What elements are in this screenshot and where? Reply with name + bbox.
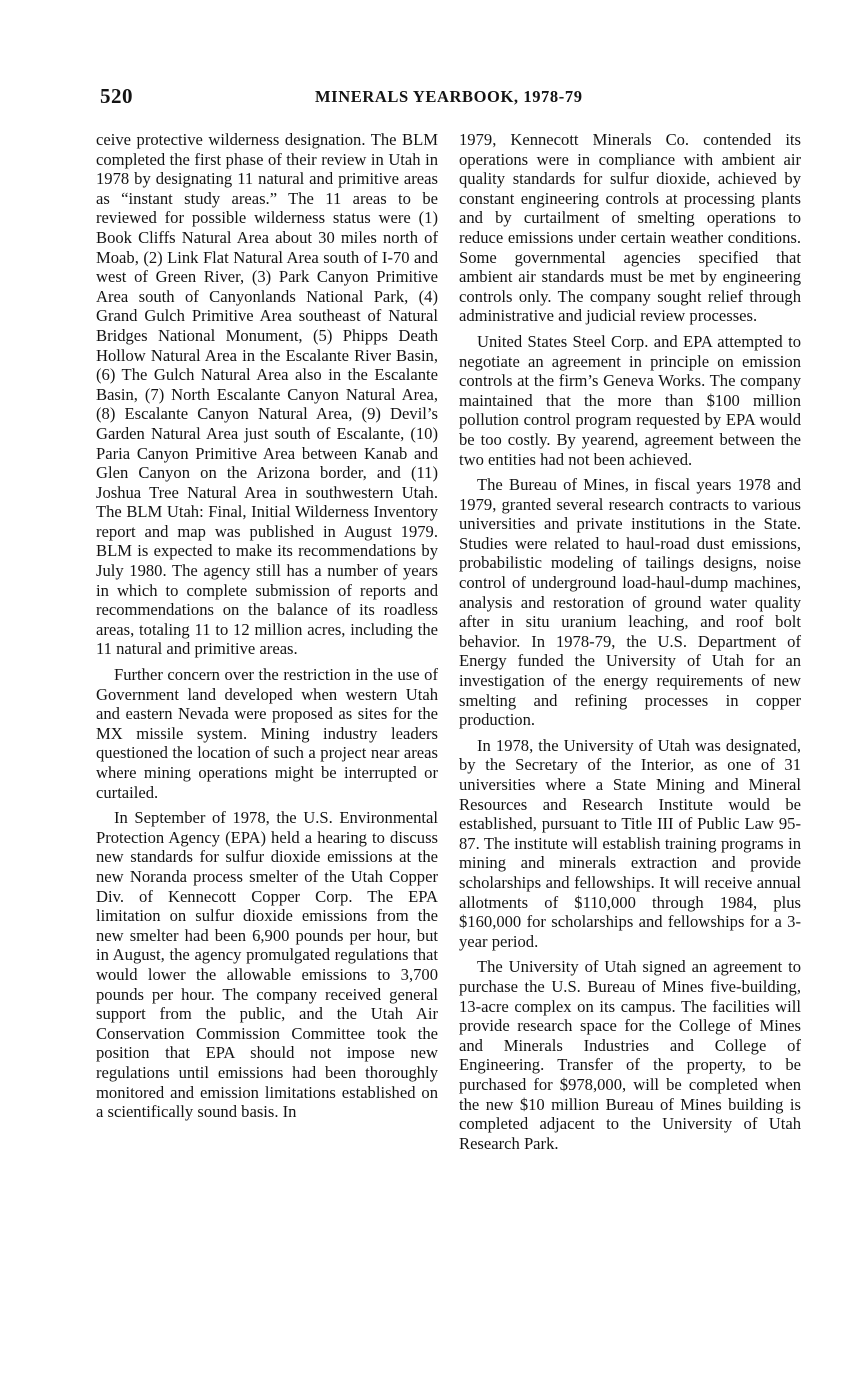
paragraph-continued-wilderness: ceive protective wilderness designation. The BLM completed the first phase of their review in Utah in 1978 by designating 11 natural and primitive areas as “instant study areas.” The 11 areas to be reviewed for possible wilderness status were (1) Book Cliffs Natural Area about 30 miles north of Moab, (2) Link Flat Natural Area south of I-70 and west of Green River, (3) Park Canyon Primitive Area south of Canyonlands National Park, (4) Grand Gulch Primitive Area southeast of Natural Bridges National Monument, (5) Phipps Death Hollow Natural Area in the Escalante River Basin, (6) The Gulch Natural Area also in the Escalante Basin, (7) North Escalante Canyon Natural Area, (8) Escalante Canyon Natural Area, (9) Devil’s Garden Natural Area just south of Escalante, (10) Paria Canyon Primitive Area between Kanab and Glen Canyon on the Arizona border, and (11) Joshua Tree Natural Area in southwestern Utah. The BLM Utah: Final, Initial Wilderness Inventory report and map was published in August 1979. BLM is expected to make its recommendations by July 1980. The agency still has a number of years in which to complete submission of reports and recommendations on the balance of its roadless areas, totaling 11 to 12 million acres, including the 11 natural and primitive areas. [96,130,438,659]
paragraph-kennecott: 1979, Kennecott Minerals Co. contended its operations were in compliance with ambient air quality standards for sulfur dioxide, achieved by constant engineering controls at processing plants and by curtailment of smelting operations to reduce emissions under certain weather conditions. Some governmental agencies specified that ambient air standards must be met by engineering controls only. The company sought relief through administrative and judicial review processes. [459,130,801,326]
paragraph-university-purchase: The University of Utah signed an agreement to purchase the U.S. Bureau of Mines five-building, 13-acre complex on its campus. The facilities will provide research space for the College of Mines and Minerals Industries and College of Engineering. Transfer of the property, to be purchased for $978,000, will be completed when the new $10 million Bureau of Mines building is completed adjacent to the University of Utah Research Park. [459,957,801,1153]
paragraph-bureau-of-mines-research: The Bureau of Mines, in fiscal years 1978 and 1979, granted several research contracts to various universities and private institutions in the State. Studies were related to haul-road dust emissions, probabilistic modeling of tailings designs, noise control of underground load-haul-dump machines, analysis and restoration of ground water quality after in situ uranium leaching, and roof bolt behavior. In 1978-79, the U.S. Department of Energy funded the University of Utah for an investigation of the energy requirements of new smelting and refining processes in copper production. [459,475,801,730]
paragraph-us-steel: United States Steel Corp. and EPA attempted to negotiate an agreement in principle on emission controls at the firm’s Geneva Works. The company maintained that the more than $100 million pollution control program requested by EPA would be too costly. By yearend, agreement between the two entities had not been achieved. [459,331,801,469]
paragraph-university-institute: In 1978, the University of Utah was designated, by the Secretary of the Interior, as one of 31 universities where a State Mining and Mineral Resources and Research Institute would be established, pursuant to Title III of Public Law 95-87. The institute will establish training programs in mining and minerals extraction and provide scholarships and fellowships. It will receive annual allotments of $110,000 through 1984, plus $160,000 for scholarships and fellowships for a 3-year period. [459,735,801,951]
paragraph-mx-missile: Further concern over the restriction in the use of Government land developed when western Utah and eastern Nevada were proposed as sites for the MX missile system. Mining industry leaders questioned the location of such a project near areas where mining operations might be interrupted or curtailed. [96,665,438,802]
running-title: MINERALS YEARBOOK, 1978-79 [315,87,583,106]
paragraph-epa-hearing: In September of 1978, the U.S. Environmental Protection Agency (EPA) held a hearing to discuss new standards for sulfur dioxide emissions at the new Noranda process smelter of the Utah Copper Div. of Kennecott Copper Corp. The EPA limitation on sulfur dioxide emissions from the new smelter had been 6,900 pounds per hour, but in August, the agency promulgated regulations that would lower the allowable emissions to 3,700 pounds per hour. The company received general support from the public, and the Utah Air Conservation Commission Committee took the position that EPA should not impose new regulations until emissions had been thoroughly monitored and emission limitations established on a scientifically sound basis. In [96,808,438,1122]
left-column [96,130,438,1128]
page-number: 520 [100,84,133,108]
right-column [459,130,801,1159]
